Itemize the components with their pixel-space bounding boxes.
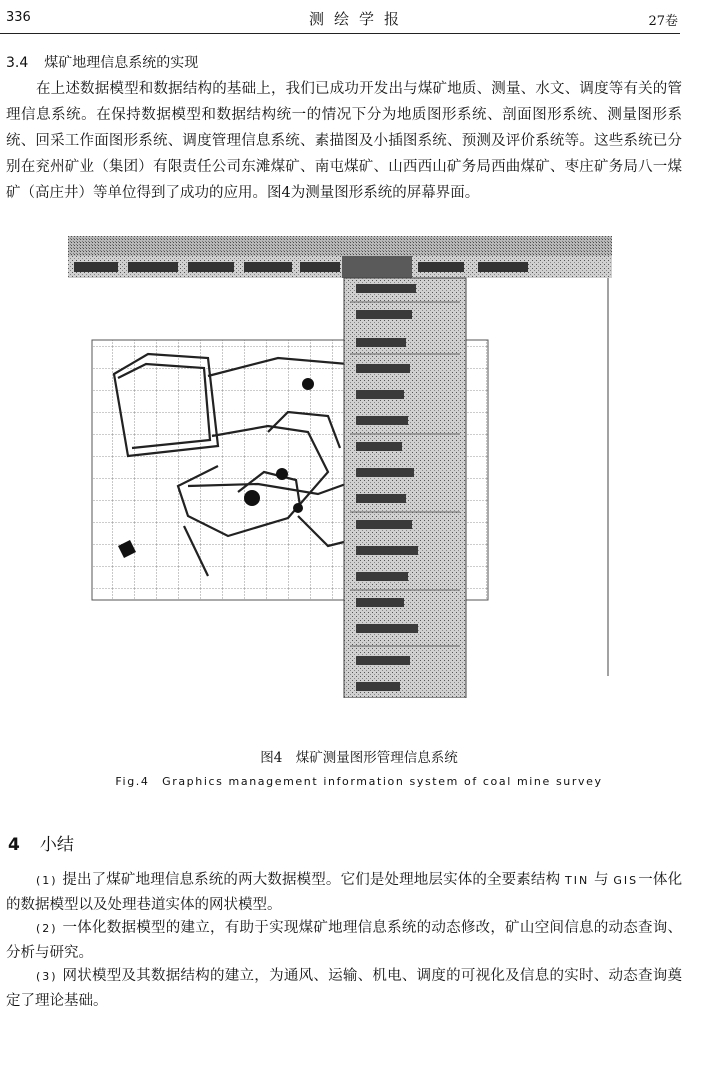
- header-rule: [0, 33, 680, 34]
- running-header: [0, 0, 718, 38]
- section-title: 煤矿地理信息系统的实现: [44, 55, 199, 71]
- summary-item-3: (3) 网状模型及其数据结构的建立，为通风、运输、机电、调度的可视化及信息的实时、动态查询奠定了理论基础。: [6, 968, 683, 1009]
- journal-title: 测绘学报: [308, 10, 409, 28]
- section-3-4-heading: [6, 52, 198, 72]
- figure-4-screenshot: [68, 236, 612, 698]
- volume-label: 27卷: [648, 14, 678, 29]
- section-3-4-paragraph: 在上述数据模型和数据结构的基础上，我们已成功开发出与煤矿地质、测量、水文、调度等有关的管理信息系统。在保持数据模型和数据结构统一的情况下分为地质图形系统、剖面图形系统、测量图形系统、回采工作面图形系统、调度管理信息系统、素描图及小插图系统、预测及评价系统等。这些系统已分别在兖州矿业（集团）有限责任公司东滩煤矿、南屯煤矿、山西西山矿务局西曲煤矿、枣庄矿务局八一煤矿（高庄井）等单位得到了成功的应用。图4为测量图形系统的屏幕界面。: [6, 81, 682, 201]
- section-title: 小结: [39, 835, 74, 855]
- section-number: 3.4: [6, 55, 29, 71]
- section-number: 4: [8, 835, 20, 855]
- summary-item-1: (1) 提出了煤矿地理信息系统的两大数据模型。它们是处理地层实体的全要素结构 TIN 与 GIS一体化的数据模型以及处理巷道实体的网状模型。: [6, 872, 683, 913]
- section-4-heading: [8, 830, 74, 855]
- summary-item-2: (2) 一体化数据模型的建立，有助于实现煤矿地理信息系统的动态修改，矿山空间信息的动态查询、分析与研究。: [6, 920, 683, 961]
- figure-caption-cn: 图4 煤矿测量图形管理信息系统: [260, 750, 458, 766]
- item-label: (2): [36, 922, 58, 935]
- item-label: (1): [36, 874, 58, 887]
- active-menu-highlight: [342, 256, 412, 278]
- tin-term: TIN: [564, 874, 590, 887]
- window-title-bar: [68, 236, 612, 256]
- item-label: (3): [36, 970, 58, 983]
- figure-caption-en: Fig.4 Graphics management information system of coal mine survey: [115, 775, 603, 788]
- page-number: 336: [6, 10, 31, 25]
- gis-term: GIS: [613, 874, 639, 887]
